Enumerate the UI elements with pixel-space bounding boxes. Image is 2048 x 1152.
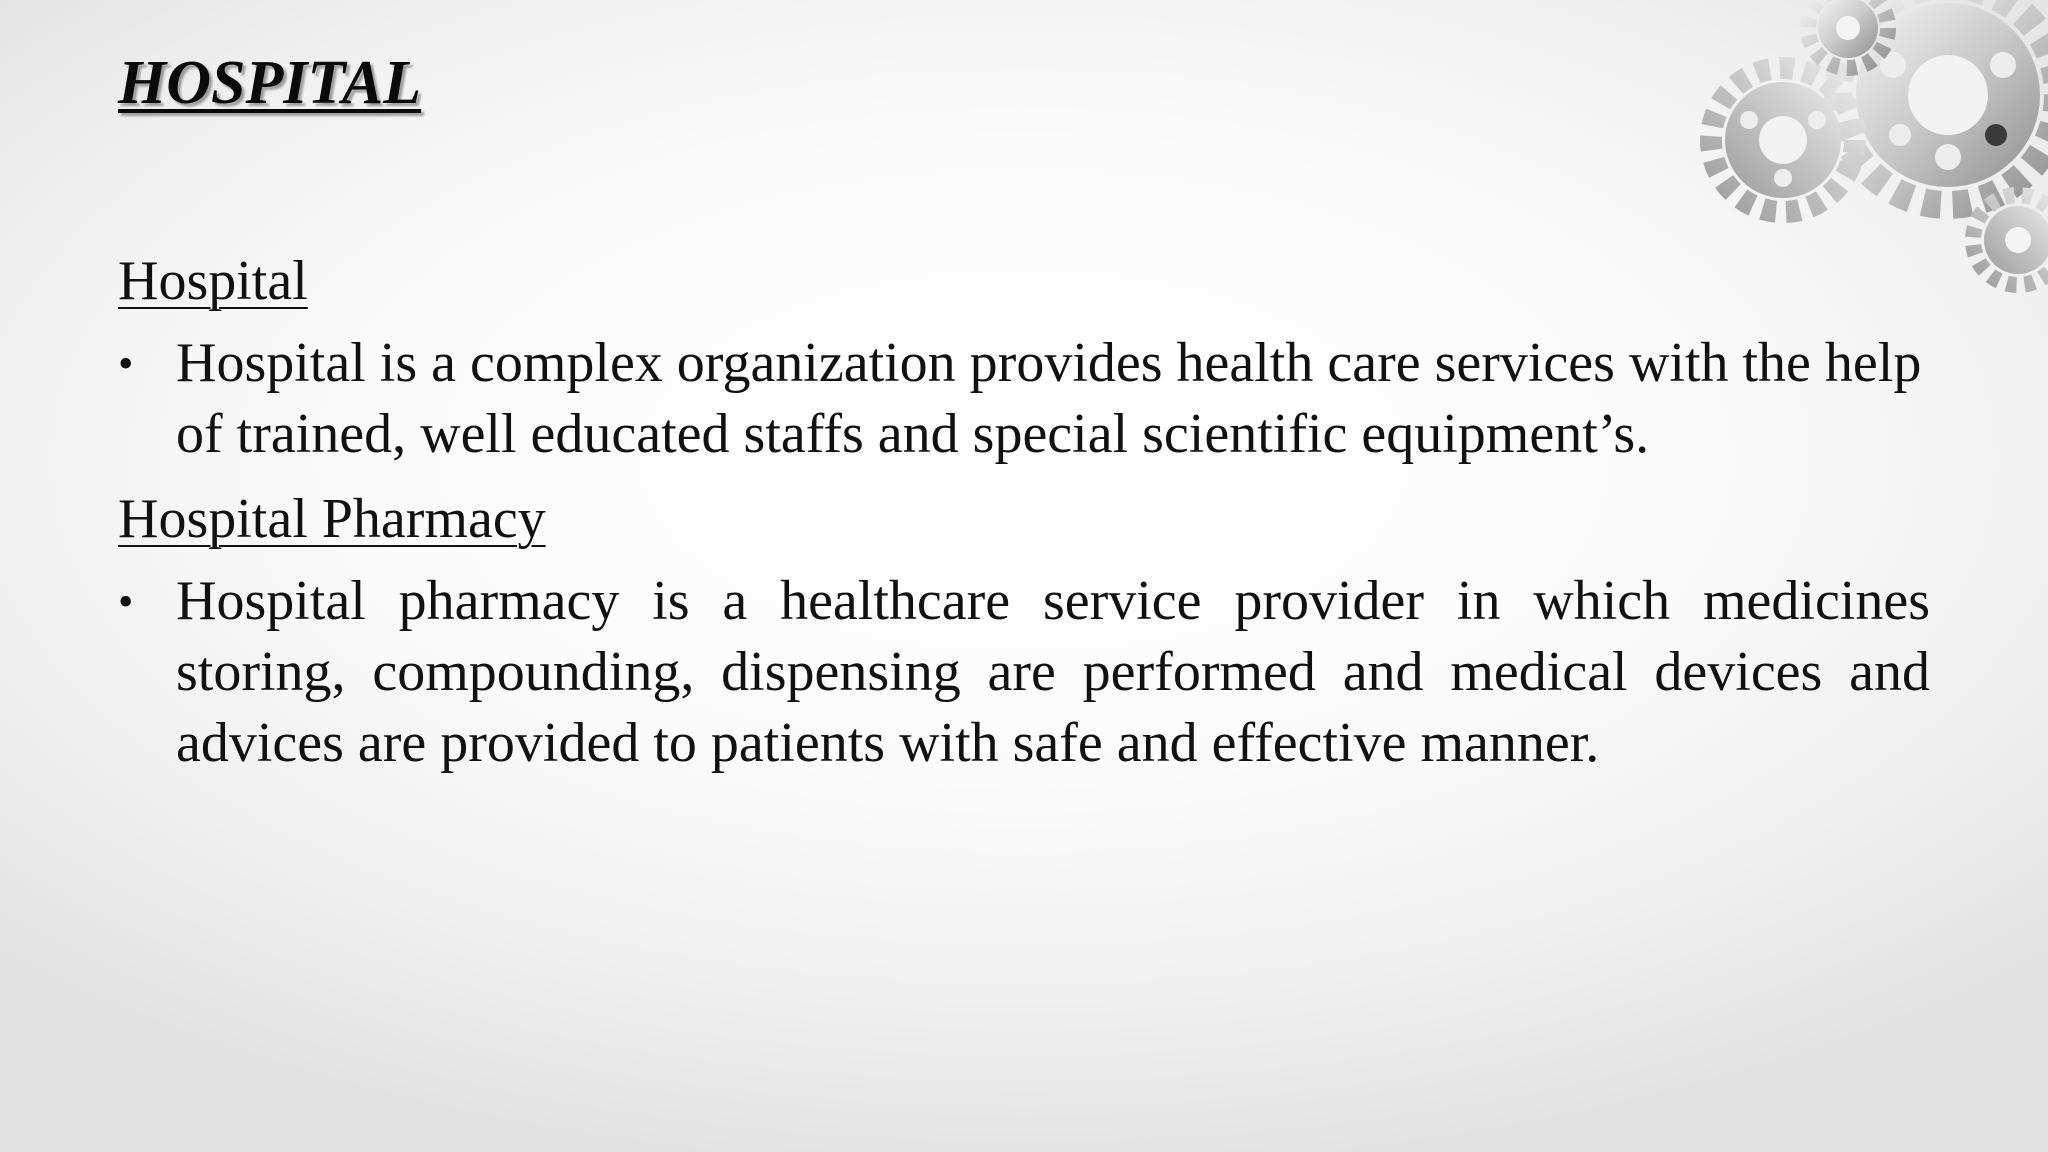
bullet-item (118, 328, 1930, 470)
bullet-icon: • (118, 339, 134, 388)
section-hospital (118, 246, 1930, 470)
section-heading: Hospital (118, 250, 308, 312)
section-hospital-pharmacy (118, 484, 1930, 779)
bullet-icon: • (118, 577, 134, 626)
section-heading: Hospital Pharmacy (118, 488, 546, 550)
bullet-item (118, 566, 1930, 779)
slide-content (118, 246, 1930, 793)
bullet-text: Hospital pharmacy is a healthcare service provider in which medicines storing, compounding, dispensing are performed and medical devices and advices are provided to patients with safe and effective manner. (176, 570, 1930, 774)
bullet-text: Hospital is a complex organization provides health care services with the help of trained, well educated staffs and special scientific equipment’s. (176, 332, 1922, 465)
slide-title: HOSPITAL (118, 49, 422, 117)
